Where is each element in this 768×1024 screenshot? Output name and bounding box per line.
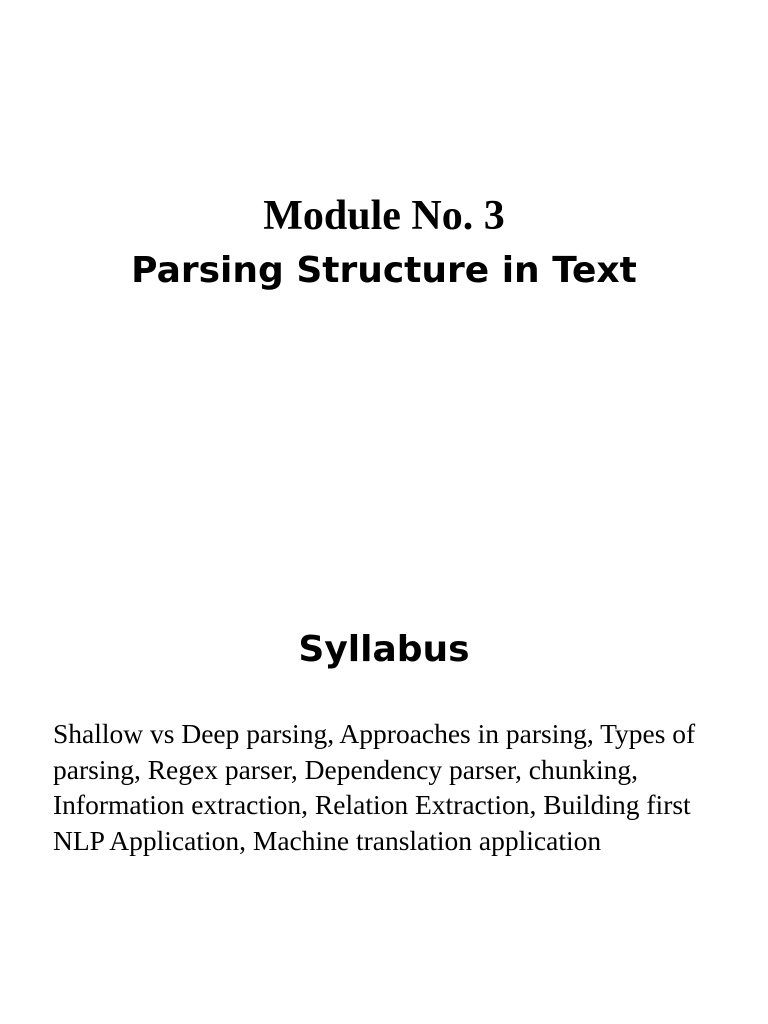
module-number: Module No. 3 — [263, 193, 505, 239]
module-title: Parsing Structure in Text — [131, 250, 637, 291]
syllabus-heading: Syllabus — [298, 629, 470, 670]
syllabus-body: Shallow vs Deep parsing, Approaches in parsing, Types of parsing, Regex parser, Dependency parser, chunking, Information extraction, Relation Extraction, Building first NLP Application, Machine translation application — [53, 718, 696, 856]
